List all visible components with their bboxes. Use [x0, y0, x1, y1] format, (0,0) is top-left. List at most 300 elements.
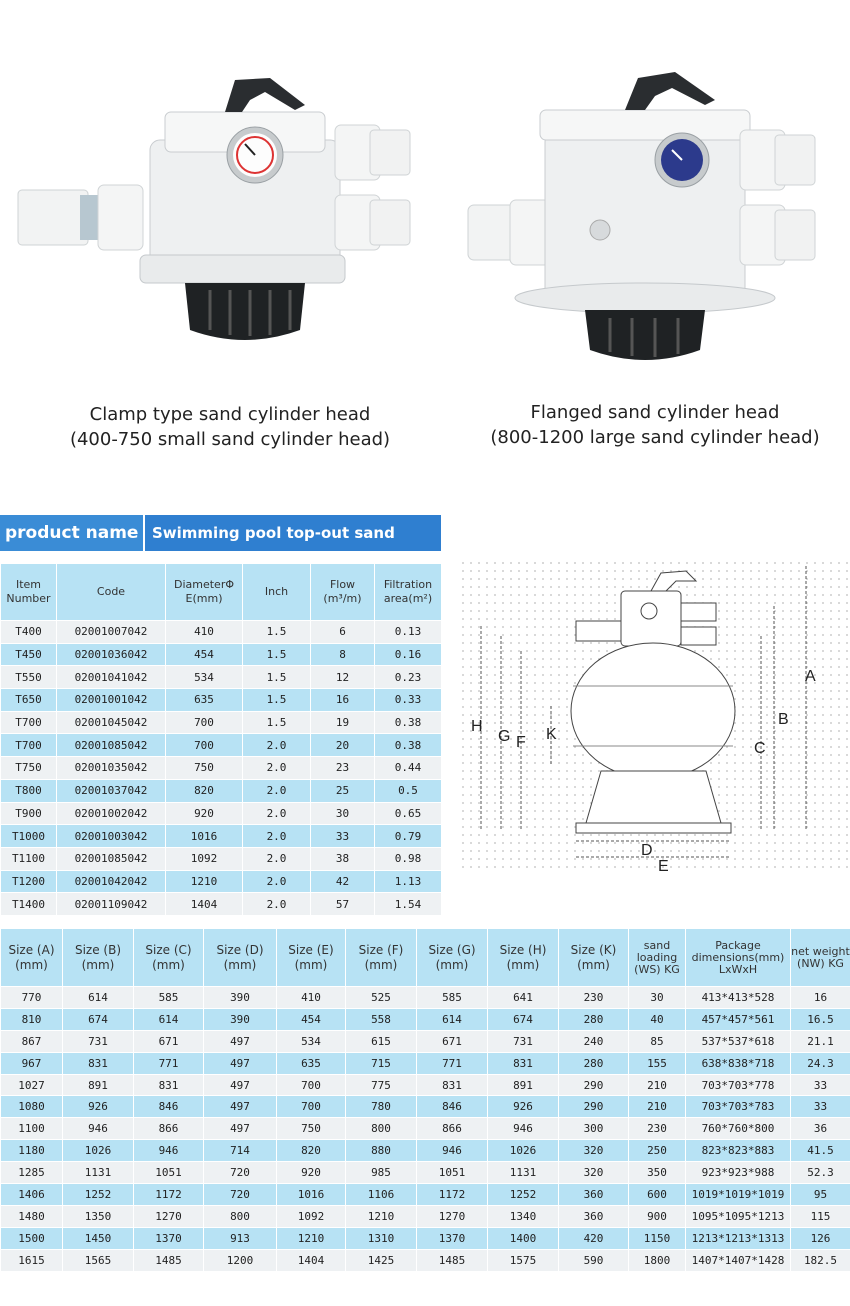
- table-cell: T900: [1, 802, 57, 825]
- table-cell: 155: [629, 1052, 686, 1074]
- table-cell: 831: [417, 1074, 488, 1096]
- table-cell: 1026: [488, 1140, 559, 1162]
- table-cell: 810: [1, 1008, 63, 1030]
- table2-header-cell: Size (F) (mm): [346, 929, 417, 987]
- table-cell: 1485: [417, 1249, 488, 1271]
- table-cell: 230: [559, 987, 629, 1009]
- product-name-label: product name: [0, 515, 145, 551]
- table-cell: 525: [346, 987, 417, 1009]
- clamp-caption-line2: (400-750 small sand cylinder head): [69, 429, 391, 450]
- table1-header-cell: Item Number: [1, 564, 57, 621]
- table-cell: 280: [559, 1008, 629, 1030]
- table-cell: 1150: [629, 1227, 686, 1249]
- table2-header-cell: sand loading (WS) KG: [629, 929, 686, 987]
- table-cell: 290: [559, 1074, 629, 1096]
- table-row: [1, 711, 442, 734]
- table-row: [1, 757, 442, 780]
- table2-header-cell: Size (C) (mm): [134, 929, 204, 987]
- table-cell: 771: [134, 1052, 204, 1074]
- table2-header-cell: Size (K) (mm): [559, 929, 629, 987]
- table-cell: 0.38: [375, 711, 442, 734]
- table-cell: 1800: [629, 1249, 686, 1271]
- table-cell: 02001007042: [57, 621, 166, 644]
- table-cell: 635: [166, 689, 243, 712]
- table-cell: 497: [204, 1030, 277, 1052]
- table-cell: 1.5: [243, 643, 311, 666]
- table-cell: 6: [311, 621, 375, 644]
- clamp-caption: [20, 402, 440, 452]
- table-cell: 946: [134, 1140, 204, 1162]
- dim-label-h: H: [471, 718, 483, 735]
- table-cell: 1.5: [243, 711, 311, 734]
- table-cell: 413*413*528: [686, 987, 791, 1009]
- table2-header-cell: Size (D) (mm): [204, 929, 277, 987]
- table-cell: 0.44: [375, 757, 442, 780]
- table-cell: 360: [559, 1184, 629, 1206]
- table-cell: 02001036042: [57, 643, 166, 666]
- table-cell: 867: [1, 1030, 63, 1052]
- table-cell: 30: [311, 802, 375, 825]
- table-cell: 866: [417, 1118, 488, 1140]
- table-cell: 240: [559, 1030, 629, 1052]
- dimensions-table: [0, 928, 850, 1272]
- dim-label-g: G: [498, 728, 511, 745]
- table-cell: 1095*1095*1213: [686, 1205, 791, 1227]
- table-cell: 1252: [488, 1184, 559, 1206]
- table-cell: 558: [346, 1008, 417, 1030]
- table-cell: 1080: [1, 1096, 63, 1118]
- table-row: [1, 1249, 850, 1271]
- table-cell: 454: [277, 1008, 346, 1030]
- table-cell: 1565: [63, 1249, 134, 1271]
- table-cell: 1450: [63, 1227, 134, 1249]
- table-cell: 780: [346, 1096, 417, 1118]
- table-cell: 95: [791, 1184, 850, 1206]
- table-cell: 585: [417, 987, 488, 1009]
- table-cell: 0.5: [375, 779, 442, 802]
- table-cell: 1.5: [243, 666, 311, 689]
- flanged-caption: [450, 400, 850, 450]
- table-cell: 1285: [1, 1162, 63, 1184]
- table-cell: 1270: [134, 1205, 204, 1227]
- table-cell: 25: [311, 779, 375, 802]
- flanged-caption-line2: (800-1200 large sand cylinder head): [490, 427, 820, 448]
- table-cell: 33: [791, 1096, 850, 1118]
- table-cell: 920: [166, 802, 243, 825]
- table2-header-cell: net weight (NW) KG: [791, 929, 850, 987]
- table-cell: 671: [417, 1030, 488, 1052]
- table-cell: 1404: [277, 1249, 346, 1271]
- table-cell: 866: [134, 1118, 204, 1140]
- table-cell: 410: [277, 987, 346, 1009]
- table-cell: 1406: [1, 1184, 63, 1206]
- table-cell: 40: [629, 1008, 686, 1030]
- table-row: [1, 779, 442, 802]
- table-cell: 600: [629, 1184, 686, 1206]
- table-cell: 1252: [63, 1184, 134, 1206]
- table-cell: 1270: [417, 1205, 488, 1227]
- table-cell: 820: [277, 1140, 346, 1162]
- table-cell: 1370: [134, 1227, 204, 1249]
- table-cell: 497: [204, 1118, 277, 1140]
- table-cell: 635: [277, 1052, 346, 1074]
- table-cell: 1.5: [243, 689, 311, 712]
- table-cell: 1213*1213*1313: [686, 1227, 791, 1249]
- table-row: [1, 643, 442, 666]
- table-cell: 880: [346, 1140, 417, 1162]
- table1-header-cell: Flow (m³/m): [311, 564, 375, 621]
- table-cell: 23: [311, 757, 375, 780]
- table-cell: 800: [204, 1205, 277, 1227]
- table-cell: 967: [1, 1052, 63, 1074]
- table-cell: 41.5: [791, 1140, 850, 1162]
- table-cell: 02001109042: [57, 893, 166, 916]
- table-cell: T650: [1, 689, 57, 712]
- specs-table: [0, 563, 442, 916]
- table-cell: 714: [204, 1140, 277, 1162]
- table-cell: 846: [134, 1096, 204, 1118]
- table-cell: 0.13: [375, 621, 442, 644]
- table-cell: 390: [204, 1008, 277, 1030]
- table-cell: 497: [204, 1052, 277, 1074]
- table-cell: 985: [346, 1162, 417, 1184]
- table-cell: 20: [311, 734, 375, 757]
- table-cell: 831: [63, 1052, 134, 1074]
- table1-header-cell: Inch: [243, 564, 311, 621]
- table-cell: 900: [629, 1205, 686, 1227]
- table-row: [1, 1096, 850, 1118]
- table-cell: 1200: [204, 1249, 277, 1271]
- table-cell: 1180: [1, 1140, 63, 1162]
- table-cell: 700: [277, 1074, 346, 1096]
- table-cell: 614: [134, 1008, 204, 1030]
- table-cell: 750: [277, 1118, 346, 1140]
- table-cell: T550: [1, 666, 57, 689]
- table-row: [1, 621, 442, 644]
- table-cell: 537*537*618: [686, 1030, 791, 1052]
- table-cell: 210: [629, 1096, 686, 1118]
- table-cell: 820: [166, 779, 243, 802]
- table-cell: 1016: [166, 825, 243, 848]
- table-cell: 1026: [63, 1140, 134, 1162]
- table-cell: 1340: [488, 1205, 559, 1227]
- table-cell: 360: [559, 1205, 629, 1227]
- dim-label-b: B: [778, 711, 789, 728]
- table-cell: 2.0: [243, 779, 311, 802]
- dim-label-e: E: [658, 858, 669, 873]
- table-cell: 2.0: [243, 847, 311, 870]
- dim-label-c: C: [754, 740, 766, 757]
- table-cell: 12: [311, 666, 375, 689]
- table-row: [1, 1205, 850, 1227]
- table-cell: 1106: [346, 1184, 417, 1206]
- table-cell: 1131: [63, 1162, 134, 1184]
- table-cell: 771: [417, 1052, 488, 1074]
- table-cell: 2.0: [243, 870, 311, 893]
- dim-label-f: F: [516, 734, 526, 751]
- table-cell: 126: [791, 1227, 850, 1249]
- table-row: [1, 987, 850, 1009]
- table-cell: 182.5: [791, 1249, 850, 1271]
- table-cell: 16: [791, 987, 850, 1009]
- table-row: [1, 1008, 850, 1030]
- table-cell: 720: [204, 1162, 277, 1184]
- table-cell: 420: [559, 1227, 629, 1249]
- table-cell: 946: [488, 1118, 559, 1140]
- table-cell: 1210: [277, 1227, 346, 1249]
- flanged-valve-image: [460, 30, 845, 380]
- specs-table-body: [1, 621, 442, 916]
- table-cell: 1404: [166, 893, 243, 916]
- table-cell: 2.0: [243, 893, 311, 916]
- dimensions-table-body: [1, 987, 850, 1272]
- table-cell: 760*760*800: [686, 1118, 791, 1140]
- table-row: [1, 1118, 850, 1140]
- table-cell: 638*838*718: [686, 1052, 791, 1074]
- table-cell: 1016: [277, 1184, 346, 1206]
- table-cell: 1480: [1, 1205, 63, 1227]
- table-cell: 641: [488, 987, 559, 1009]
- table-cell: 923*923*988: [686, 1162, 791, 1184]
- dim-label-k: K: [546, 726, 557, 743]
- table-cell: 1575: [488, 1249, 559, 1271]
- table-cell: 30: [629, 987, 686, 1009]
- table-cell: 38: [311, 847, 375, 870]
- table-cell: 720: [204, 1184, 277, 1206]
- table-cell: 02001037042: [57, 779, 166, 802]
- table-row: [1, 1074, 850, 1096]
- table-cell: 1485: [134, 1249, 204, 1271]
- table-cell: 115: [791, 1205, 850, 1227]
- table-row: [1, 870, 442, 893]
- table-cell: 1370: [417, 1227, 488, 1249]
- table-cell: 926: [488, 1096, 559, 1118]
- table2-header-cell: Package dimensions(mm) LxWxH: [686, 929, 791, 987]
- table-cell: 2.0: [243, 825, 311, 848]
- table-cell: 671: [134, 1030, 204, 1052]
- table-cell: T1000: [1, 825, 57, 848]
- table-cell: 02001045042: [57, 711, 166, 734]
- table-row: [1, 734, 442, 757]
- table-cell: 0.16: [375, 643, 442, 666]
- table-cell: 290: [559, 1096, 629, 1118]
- table-cell: 2.0: [243, 734, 311, 757]
- table2-header-cell: Size (A) (mm): [1, 929, 63, 987]
- table-row: [1, 1227, 850, 1249]
- table-cell: 1350: [63, 1205, 134, 1227]
- table-cell: 24.3: [791, 1052, 850, 1074]
- table-cell: T1200: [1, 870, 57, 893]
- table-cell: 700: [166, 711, 243, 734]
- table-cell: 891: [63, 1074, 134, 1096]
- table-cell: 02001085042: [57, 734, 166, 757]
- table-cell: 831: [134, 1074, 204, 1096]
- table-cell: 250: [629, 1140, 686, 1162]
- table-row: [1, 1052, 850, 1074]
- table-cell: 800: [346, 1118, 417, 1140]
- table-cell: 946: [63, 1118, 134, 1140]
- table-cell: 1615: [1, 1249, 63, 1271]
- table2-header-cell: Size (G) (mm): [417, 929, 488, 987]
- table-cell: 715: [346, 1052, 417, 1074]
- table1-header-cell: Filtration area(m²): [375, 564, 442, 621]
- table-row: [1, 1030, 850, 1052]
- table-cell: 350: [629, 1162, 686, 1184]
- table-cell: 2.0: [243, 757, 311, 780]
- table-cell: 703*703*783: [686, 1096, 791, 1118]
- table-cell: 410: [166, 621, 243, 644]
- table-cell: 02001002042: [57, 802, 166, 825]
- table-cell: 497: [204, 1096, 277, 1118]
- table-cell: T700: [1, 734, 57, 757]
- specs-table-header: [1, 564, 442, 621]
- table-cell: 1.54: [375, 893, 442, 916]
- table-cell: T700: [1, 711, 57, 734]
- clamp-valve-image: [10, 30, 425, 380]
- table-cell: 457*457*561: [686, 1008, 791, 1030]
- table-cell: 2.0: [243, 802, 311, 825]
- table-cell: 615: [346, 1030, 417, 1052]
- dimension-diagram: [461, 561, 850, 873]
- table-cell: 02001035042: [57, 757, 166, 780]
- dimensions-table-header: [1, 929, 850, 987]
- table-cell: 920: [277, 1162, 346, 1184]
- table-cell: 21.1: [791, 1030, 850, 1052]
- flanged-caption-line1: Flanged sand cylinder head: [530, 402, 780, 423]
- table-cell: 52.3: [791, 1162, 850, 1184]
- table-cell: 0.65: [375, 802, 442, 825]
- table-cell: 614: [417, 1008, 488, 1030]
- table-cell: 02001042042: [57, 870, 166, 893]
- table-cell: 36: [791, 1118, 850, 1140]
- table-cell: 230: [629, 1118, 686, 1140]
- table-cell: 1131: [488, 1162, 559, 1184]
- table2-header-cell: Size (E) (mm): [277, 929, 346, 987]
- table-cell: 33: [791, 1074, 850, 1096]
- table-cell: 891: [488, 1074, 559, 1096]
- table-cell: 1210: [166, 870, 243, 893]
- table-row: [1, 847, 442, 870]
- table-cell: 926: [63, 1096, 134, 1118]
- table-cell: 1.13: [375, 870, 442, 893]
- table-cell: 1092: [277, 1205, 346, 1227]
- table-cell: 16: [311, 689, 375, 712]
- table-cell: 16.5: [791, 1008, 850, 1030]
- table-cell: 534: [277, 1030, 346, 1052]
- table-row: [1, 689, 442, 712]
- table-cell: 1172: [134, 1184, 204, 1206]
- table-row: [1, 825, 442, 848]
- dim-label-a: A: [805, 668, 816, 685]
- product-name-value: Swimming pool top-out sand: [145, 515, 441, 551]
- table-cell: 1051: [417, 1162, 488, 1184]
- table-cell: 731: [63, 1030, 134, 1052]
- table2-header-cell: Size (H) (mm): [488, 929, 559, 987]
- table1-header-cell: Code: [57, 564, 166, 621]
- table-row: [1, 893, 442, 916]
- table-cell: T750: [1, 757, 57, 780]
- table-cell: 0.23: [375, 666, 442, 689]
- table-cell: 913: [204, 1227, 277, 1249]
- table-cell: 300: [559, 1118, 629, 1140]
- table-cell: 0.79: [375, 825, 442, 848]
- table-cell: 390: [204, 987, 277, 1009]
- table-cell: 1500: [1, 1227, 63, 1249]
- table-cell: 1400: [488, 1227, 559, 1249]
- table-cell: 320: [559, 1162, 629, 1184]
- table-cell: 1092: [166, 847, 243, 870]
- dim-label-d: D: [641, 842, 653, 859]
- table-cell: T1400: [1, 893, 57, 916]
- table-cell: 8: [311, 643, 375, 666]
- table-cell: 674: [488, 1008, 559, 1030]
- table-row: [1, 666, 442, 689]
- table-cell: 57: [311, 893, 375, 916]
- table-cell: 497: [204, 1074, 277, 1096]
- table-cell: 0.38: [375, 734, 442, 757]
- table-cell: 585: [134, 987, 204, 1009]
- table-cell: 534: [166, 666, 243, 689]
- table-cell: 1310: [346, 1227, 417, 1249]
- table-cell: 1027: [1, 1074, 63, 1096]
- table-cell: 775: [346, 1074, 417, 1096]
- table-row: [1, 1140, 850, 1162]
- table-cell: 1210: [346, 1205, 417, 1227]
- table-cell: 280: [559, 1052, 629, 1074]
- product-images-section: [0, 0, 850, 470]
- table-cell: T400: [1, 621, 57, 644]
- clamp-caption-line1: Clamp type sand cylinder head: [89, 404, 371, 425]
- table-cell: 02001001042: [57, 689, 166, 712]
- table-cell: 590: [559, 1249, 629, 1271]
- table-cell: 1.5: [243, 621, 311, 644]
- table-cell: 454: [166, 643, 243, 666]
- table-cell: T450: [1, 643, 57, 666]
- table-cell: 1172: [417, 1184, 488, 1206]
- table-cell: 846: [417, 1096, 488, 1118]
- table-cell: 831: [488, 1052, 559, 1074]
- product-name-bar: [0, 515, 441, 551]
- table-cell: 02001003042: [57, 825, 166, 848]
- table-cell: 750: [166, 757, 243, 780]
- table-cell: 674: [63, 1008, 134, 1030]
- table-cell: 1051: [134, 1162, 204, 1184]
- table-cell: 703*703*778: [686, 1074, 791, 1096]
- table-cell: T800: [1, 779, 57, 802]
- table-cell: 85: [629, 1030, 686, 1052]
- table-row: [1, 1184, 850, 1206]
- table-cell: 320: [559, 1140, 629, 1162]
- table-cell: 731: [488, 1030, 559, 1052]
- table-cell: 210: [629, 1074, 686, 1096]
- table-cell: 770: [1, 987, 63, 1009]
- table-cell: 946: [417, 1140, 488, 1162]
- table-cell: 1100: [1, 1118, 63, 1140]
- table-cell: 02001041042: [57, 666, 166, 689]
- table-cell: 700: [277, 1096, 346, 1118]
- table-cell: 02001085042: [57, 847, 166, 870]
- table-cell: 823*823*883: [686, 1140, 791, 1162]
- table-cell: 614: [63, 987, 134, 1009]
- table-cell: 700: [166, 734, 243, 757]
- table1-header-cell: DiameterΦ E(mm): [166, 564, 243, 621]
- table-row: [1, 1162, 850, 1184]
- table-cell: 1425: [346, 1249, 417, 1271]
- table-cell: 0.33: [375, 689, 442, 712]
- table2-header-cell: Size (B) (mm): [63, 929, 134, 987]
- table-row: [1, 802, 442, 825]
- table-cell: 0.98: [375, 847, 442, 870]
